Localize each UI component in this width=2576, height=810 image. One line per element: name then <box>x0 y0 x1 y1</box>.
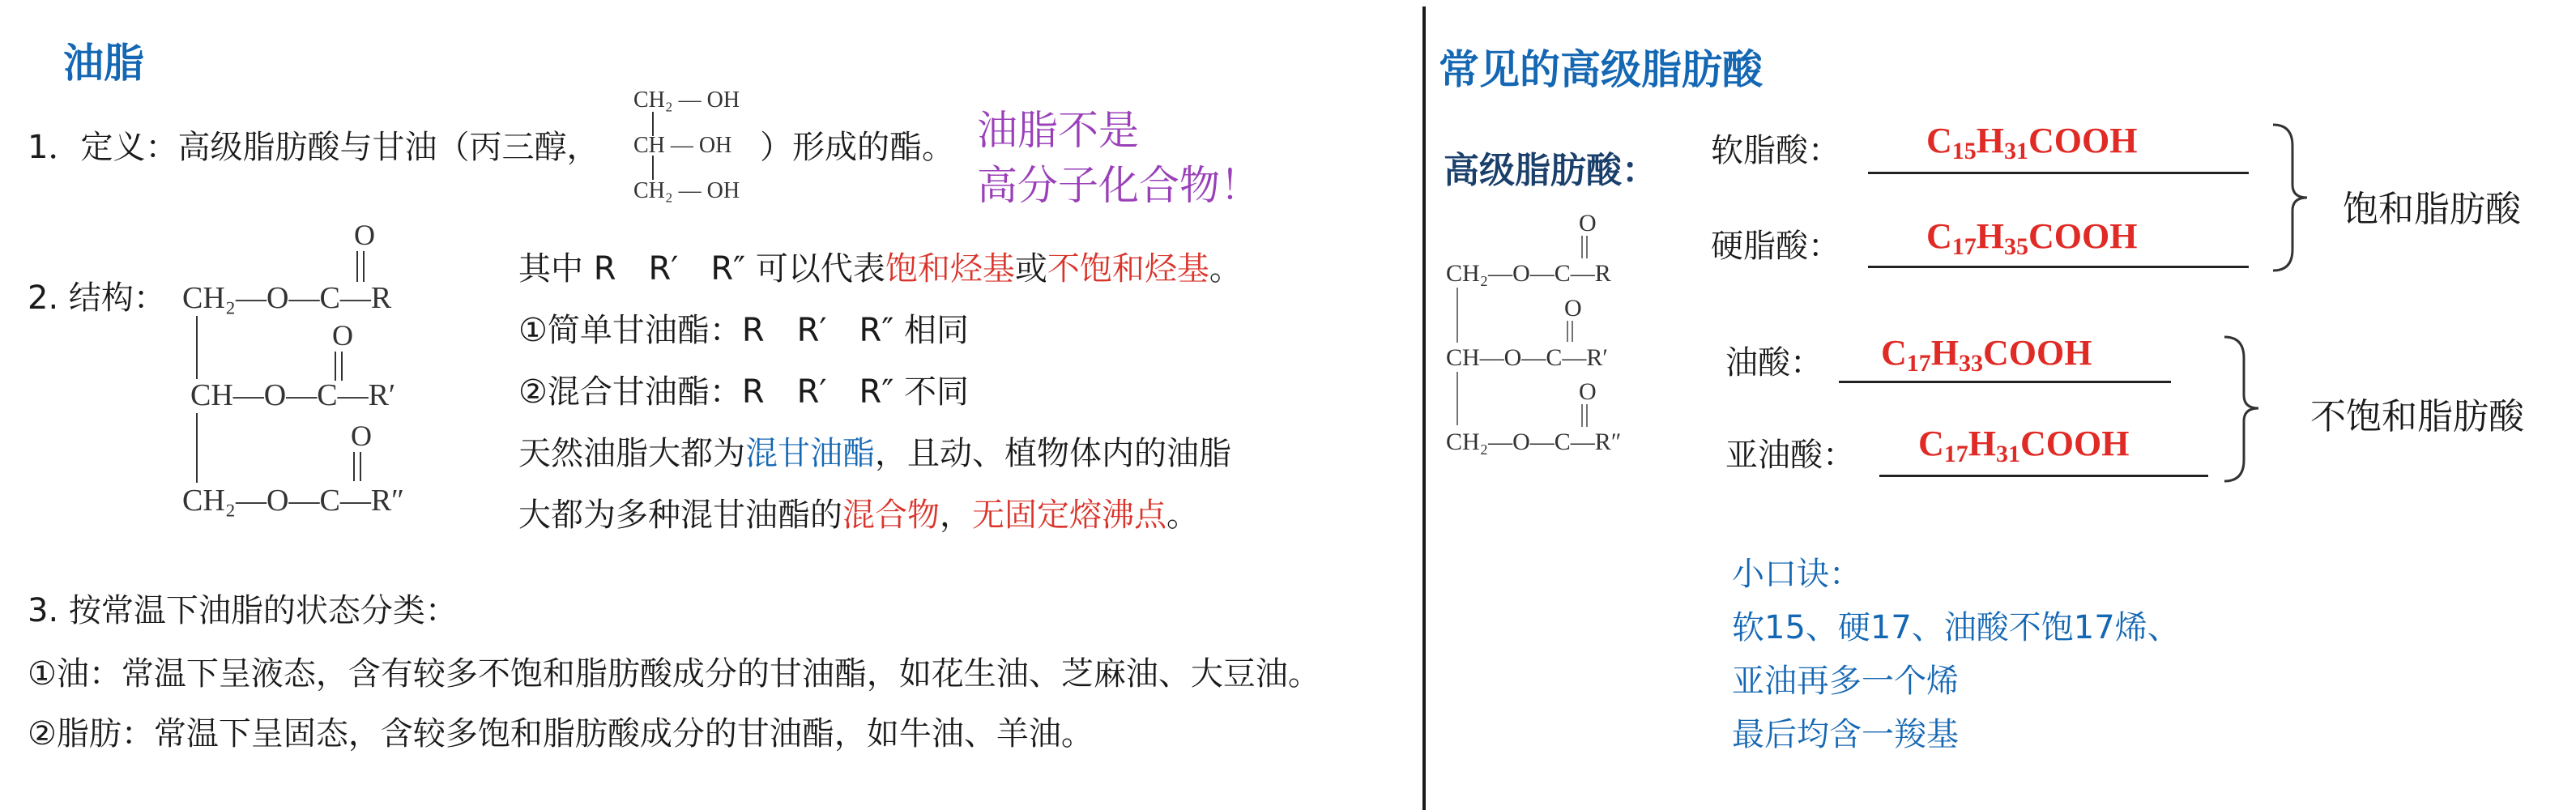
small-carbonyl-o-2: O <box>1564 295 1582 322</box>
carbonyl-o-1: O <box>354 219 375 251</box>
small-formula-row-2: CH—O—C—R′ <box>1446 344 1608 371</box>
stearic-acid-formula <box>1926 215 2137 261</box>
note-line-2: 高分子化合物！ <box>977 161 1260 209</box>
oleic-acid-formula <box>1881 332 2092 377</box>
saturated-brace <box>2268 122 2333 275</box>
structure-line-4 <box>518 437 1231 470</box>
simple-glyceride: ①简单甘油酯：R R′ R″ 相同 <box>518 312 969 349</box>
line5-period: 。 <box>1166 497 1199 534</box>
linoleic-acid-label: 亚油酸： <box>1725 437 1855 474</box>
structure-label: 2. 结构： <box>28 279 166 317</box>
no-fixed-point-term: 无固定熔沸点 <box>972 497 1166 534</box>
glycerol-row-3: CH₂ — OH <box>633 178 740 203</box>
unsaturated-group-label: 不饱和脂肪酸 <box>2310 396 2524 437</box>
palmitic-c: C <box>1926 121 1952 160</box>
oil-definition: ①油：常温下呈液态，含有较多不饱和脂肪酸成分的甘油酯，如花生油、芝麻油、大豆油。 <box>28 655 1320 693</box>
stearic-acid-label: 硬脂酸： <box>1711 228 1840 265</box>
fatty-acid-label: 高级脂肪酸： <box>1444 150 1657 191</box>
oleic-answer-line <box>1839 381 2171 383</box>
saturated-alkyl-term: 饱和烃基 <box>885 250 1015 288</box>
small-formula-row-1: CH₂—O—C—R <box>1446 260 1611 287</box>
triglyceride-formula <box>182 211 474 535</box>
formula-row-1: CH₂—O—C—R <box>182 281 392 315</box>
glycerol-row-2: CH — OH <box>633 133 732 158</box>
mixture-term: 混合物 <box>842 497 940 534</box>
formula-row-3: CH₂—O—C—R″ <box>182 484 404 518</box>
stearic-c-count: 17 <box>1951 233 1977 260</box>
linoleic-c-count: 17 <box>1943 441 1968 467</box>
glycerol-row-1: CH₂ — OH <box>633 87 740 113</box>
mnemonic-line-2: 亚油再多一个烯 <box>1732 663 1959 700</box>
stearic-c: C <box>1926 216 1952 256</box>
line1-text-a: 其中 R R′ R″ 可以代表 <box>518 250 885 288</box>
line1-text-or: 或 <box>1014 250 1047 288</box>
unsaturated-brace <box>2220 334 2284 484</box>
oleic-c: C <box>1881 333 1907 373</box>
line4-text-c: ，且动、植物体内的油脂 <box>875 435 1231 472</box>
small-carbonyl-o-1: O <box>1579 210 1597 237</box>
linoleic-h-count: 31 <box>1996 441 2021 467</box>
palmitic-c-count: 15 <box>1951 138 1977 164</box>
oleic-h-count: 33 <box>1959 350 1984 377</box>
oleic-h: H <box>1930 333 1960 373</box>
note-line-1: 油脂不是 <box>977 107 1139 154</box>
mnemonic <box>1732 548 2180 761</box>
stearic-tail: COOH <box>2028 216 2138 256</box>
mnemonic-line-1: 软15、硬17、油酸不饱17烯、 <box>1732 609 2180 646</box>
stearic-h: H <box>1976 216 2005 256</box>
mixed-glyceride: ②混合甘油酯：R R′ R″ 不同 <box>518 373 969 411</box>
saturated-group-label: 饱和脂肪酸 <box>2343 189 2521 230</box>
structure-line-5 <box>518 497 1199 534</box>
structure-line-1 <box>518 250 1242 288</box>
line4-text-a: 天然油脂大都为 <box>518 435 745 472</box>
linoleic-answer-line <box>1879 475 2208 477</box>
mnemonic-title: 小口诀： <box>1732 556 1862 593</box>
palmitic-acid-formula <box>1926 120 2137 165</box>
small-formula-row-3: CH₂—O—C—R″ <box>1446 428 1622 455</box>
carbonyl-o-3: O <box>351 420 372 452</box>
fat-definition: ②脂肪：常温下呈固态，含较多饱和脂肪酸成分的甘油酯，如牛油、羊油。 <box>28 715 1094 752</box>
oleic-c-count: 17 <box>1906 350 1931 377</box>
definition-prefix: 1．定义：高级脂肪酸与甘油（丙三醇， <box>28 129 599 166</box>
palmitic-h-count: 31 <box>2004 138 2029 164</box>
linoleic-acid-formula <box>1918 423 2129 468</box>
glycerol-formula <box>625 81 771 211</box>
mnemonic-line-3: 最后均含一羧基 <box>1732 716 1959 753</box>
line5-comma: ， <box>940 497 972 534</box>
stearic-h-count: 35 <box>2004 233 2029 260</box>
unsaturated-alkyl-term: 不饱和烃基 <box>1047 250 1209 288</box>
carbonyl-o-2: O <box>332 319 353 352</box>
linoleic-c: C <box>1918 424 1944 463</box>
classify-heading: 3. 按常温下油脂的状态分类： <box>28 592 458 629</box>
palmitic-tail: COOH <box>2028 121 2138 160</box>
palmitic-answer-line <box>1868 172 2249 174</box>
palmitic-acid-label: 软脂酸： <box>1711 132 1840 169</box>
stearic-answer-line <box>1868 266 2249 268</box>
line1-period: 。 <box>1209 250 1242 288</box>
definition-suffix: ）形成的酯。 <box>760 129 954 166</box>
mixed-glyceride-term: 混甘油酯 <box>745 435 875 472</box>
oleic-tail: COOH <box>1983 333 2092 373</box>
right-title: 常见的高级脂肪酸 <box>1439 46 1763 93</box>
left-title: 油脂 <box>63 40 144 87</box>
formula-row-2: CH—O—C—R′ <box>190 378 396 412</box>
linoleic-h: H <box>1968 424 1997 463</box>
small-carbonyl-o-3: O <box>1579 378 1597 405</box>
line5-text-a: 大都为多种混甘油酯的 <box>518 497 842 534</box>
triglyceride-formula-small <box>1446 207 1681 474</box>
panel-divider <box>1422 6 1426 810</box>
polymer-note <box>977 104 1260 213</box>
linoleic-tail: COOH <box>2020 424 2130 463</box>
palmitic-h: H <box>1976 121 2005 160</box>
oleic-acid-label: 油酸： <box>1725 344 1823 382</box>
